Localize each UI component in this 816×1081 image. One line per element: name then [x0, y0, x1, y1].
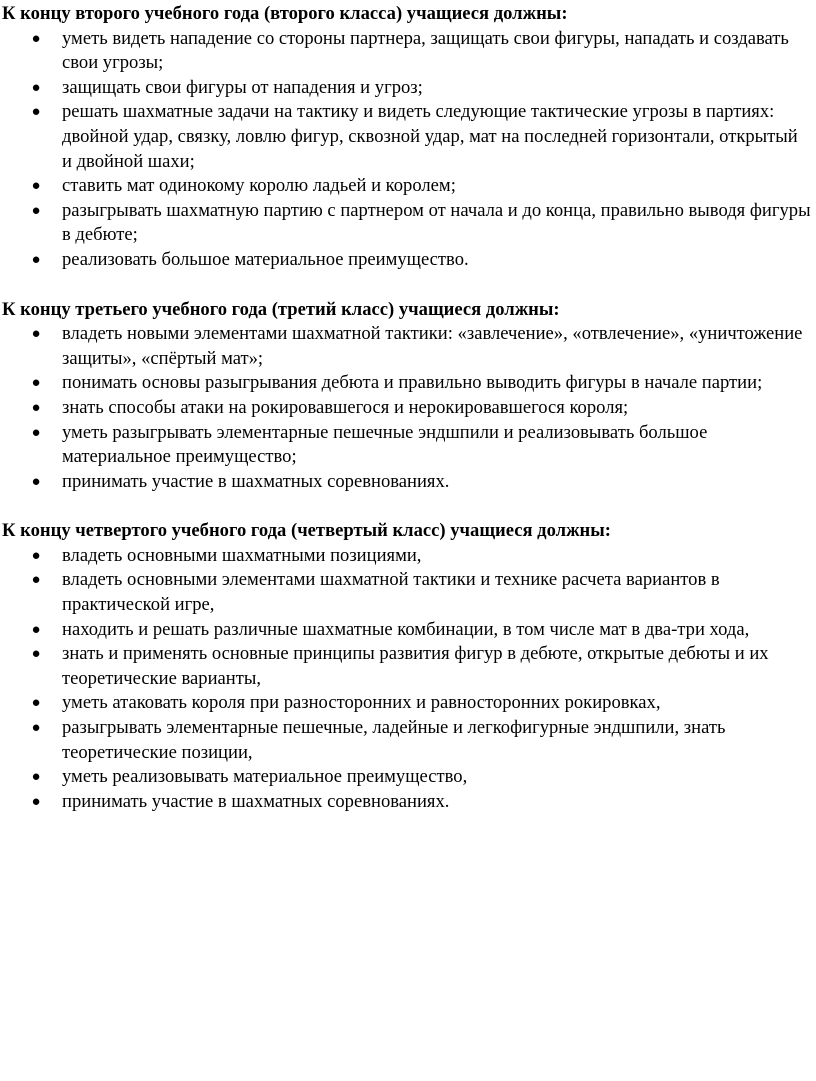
section-spacer	[0, 273, 816, 296]
list-item-text: уметь видеть нападение со стороны партнера, защищать свои фигуры, нападать и создавать свои угрозы;	[62, 27, 789, 74]
section-second-year	[0, 0, 816, 273]
list-item	[0, 248, 816, 273]
list-item	[0, 76, 816, 101]
list-item	[0, 716, 816, 765]
section-heading: К концу второго учебного года (второго класса) учащиеся должны:	[2, 3, 568, 24]
list-item-text: уметь реализовывать материальное преимущество,	[62, 766, 468, 788]
requirements-list	[0, 544, 816, 815]
list-item-text: реализовать большое материальное преимущество.	[62, 248, 469, 270]
list-item-text: принимать участие в шахматных соревнованиях.	[62, 470, 450, 492]
bullet-icon: ●	[31, 695, 41, 712]
list-item-text: разыгрывать элементарные пешечные, ладейные и легкофигурные эндшпили, знать теоретические позиции,	[62, 717, 726, 763]
list-item-text: знать и применять основные принципы развития фигур в дебюте, открытые дебюты и их теоретические варианты,	[62, 643, 769, 689]
bullet-icon: ●	[31, 375, 41, 392]
bullet-icon: ●	[31, 572, 41, 589]
list-item	[0, 765, 816, 790]
list-item-text: владеть основными элементами шахматной тактики и технике расчета вариантов в практической игре,	[62, 569, 720, 616]
bullet-icon: ●	[31, 424, 41, 441]
list-item	[0, 199, 816, 248]
list-item	[0, 322, 816, 371]
list-item	[0, 421, 816, 470]
section-third-year	[0, 296, 816, 495]
list-item	[0, 371, 816, 396]
list-item-text: принимать участие в шахматных соревнованиях.	[62, 790, 450, 812]
bullet-icon: ●	[31, 473, 41, 490]
bullet-icon: ●	[31, 251, 41, 268]
list-item-text: ставить мат одинокому королю ладьей и королем;	[62, 175, 456, 197]
list-item	[0, 174, 816, 199]
bullet-icon: ●	[31, 621, 41, 638]
list-item-text: находить и решать различные шахматные комбинации, в том числе мат в два-три хода,	[62, 618, 750, 640]
section-fourth-year	[0, 517, 816, 814]
list-item-text: знать способы атаки на рокировавшегося и нерокировавшегося короля;	[62, 396, 629, 418]
list-item	[0, 27, 816, 76]
bullet-icon: ●	[31, 399, 41, 416]
section-spacer	[0, 494, 816, 517]
list-item-text: уметь атаковать короля при разносторонних и равносторонних рокировках,	[62, 692, 661, 714]
list-item	[0, 100, 816, 174]
bullet-icon: ●	[31, 769, 41, 786]
list-item-text: понимать основы разыгрывания дебюта и правильно выводить фигуры в начале партии;	[62, 372, 763, 394]
section-heading: К концу четвертого учебного года (четвертый класс) учащиеся должны:	[2, 520, 611, 542]
list-item	[0, 618, 816, 643]
bullet-icon: ●	[31, 720, 41, 737]
requirements-list	[0, 322, 816, 494]
bullet-icon: ●	[31, 178, 41, 195]
bullet-icon: ●	[31, 793, 41, 810]
section-heading: К концу третьего учебного года (третий класс) учащиеся должны:	[2, 298, 560, 320]
list-item	[0, 642, 816, 691]
list-item	[0, 691, 816, 716]
list-item-text: владеть основными шахматными позициями,	[62, 544, 422, 566]
list-item-text: уметь разыгрывать элементарные пешечные эндшпили и реализовывать большое материальное преимущество;	[62, 421, 708, 468]
bullet-icon: ●	[31, 79, 41, 96]
bullet-icon: ●	[31, 547, 41, 564]
bullet-icon: ●	[31, 202, 41, 219]
list-item	[0, 544, 816, 569]
list-item	[0, 568, 816, 617]
bullet-icon: ●	[31, 646, 41, 663]
list-item-text: владеть новыми элементами шахматной тактики: «завлечение», «отвлечение», «уничтожение защиты», «спёртый мат»;	[62, 323, 803, 369]
list-item	[0, 396, 816, 421]
list-item-text: решать шахматные задачи на тактику и видеть следующие тактические угрозы в партиях: двойной удар, связку, ловлю фигур, сквозной удар, мат на последней горизонтали, открытый и двойной шахи;	[62, 101, 798, 172]
bullet-icon: ●	[31, 326, 41, 343]
requirements-list	[0, 27, 816, 273]
list-item	[0, 790, 816, 815]
bullet-icon: ●	[31, 104, 41, 121]
list-item-text: защищать свои фигуры от нападения и угроз;	[62, 76, 423, 98]
list-item-text: разыгрывать шахматную партию с партнером от начала и до конца, правильно выводя фигуры в дебюте;	[62, 199, 811, 246]
list-item	[0, 470, 816, 495]
bullet-icon: ●	[31, 30, 41, 47]
